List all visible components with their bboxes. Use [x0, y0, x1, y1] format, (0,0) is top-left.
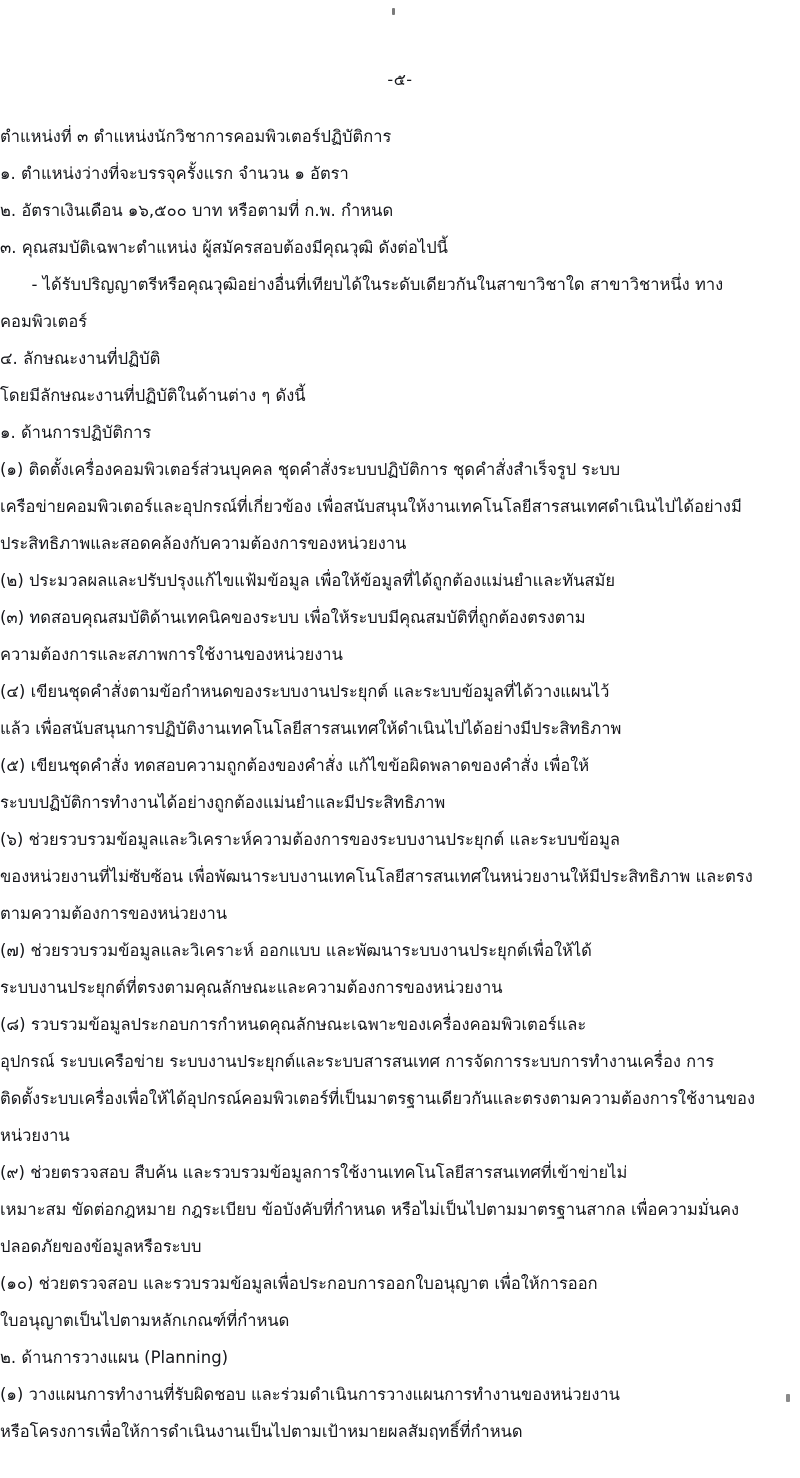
document-line: ของหน่วยงานที่ไม่ซับซ้อน เพื่อพัฒนาระบบงานเทคโนโลยีสารสนเทศในหน่วยงานให้มีประสิทธิภาพ และตรง	[0, 867, 753, 886]
document-line: ติดตั้งระบบเครื่องเพื่อให้ได้อุปกรณ์คอมพิวเตอร์ที่เป็นมาตรฐานเดียวกันและตรงตามความต้องการใช้งานของ	[0, 1089, 756, 1108]
document-line: (๖) ช่วยรวบรวมข้อมูลและวิเคราะห์ความต้องการของระบบงานประยุกต์ และระบบข้อมูล	[0, 830, 620, 849]
document-line: (๑๐) ช่วยตรวจสอบ และรวบรวมข้อมูลเพื่อประกอบการออกใบอนุญาต เพื่อให้การออก	[0, 1274, 598, 1293]
document-line: (๙) ช่วยตรวจสอบ สืบค้น และรวบรวมข้อมูลการใช้งานเทคโนโลยีสารสนเทศที่เข้าข่ายไม่	[0, 1163, 628, 1182]
document-line: ตามความต้องการของหน่วยงาน	[0, 904, 228, 923]
document-line: (๓) ทดสอบคุณสมบัติด้านเทคนิคของระบบ เพื่อให้ระบบมีคุณสมบัติที่ถูกต้องตรงตาม	[0, 608, 586, 627]
document-line: ปลอดภัยของข้อมูลหรือระบบ	[0, 1237, 202, 1256]
document-line: (๕) เขียนชุดคำสั่ง ทดสอบความถูกต้องของคำสั่ง แก้ไขข้อผิดพลาดของคำสั่ง เพื่อให้	[0, 756, 590, 775]
document-body	[0, 118, 800, 1450]
document-line: เครือข่ายคอมพิวเตอร์และอุปกรณ์ที่เกี่ยวข้อง เพื่อสนับสนุนให้งานเทคโนโลยีสารสนเทศดำเนินไปได้อย่างมี	[0, 497, 742, 516]
document-line: (๗) ช่วยรวบรวมข้อมูลและวิเคราะห์ ออกแบบ และพัฒนาระบบงานประยุกต์เพื่อให้ได้	[0, 941, 592, 960]
page-number: -๕-	[387, 70, 413, 89]
document-line: ๒. ด้านการวางแผน (Planning)	[0, 1348, 229, 1367]
document-line: เหมาะสม ขัดต่อกฎหมาย กฎระเบียบ ข้อบังคับที่กำหนด หรือไม่เป็นไปตามมาตรฐานสากล เพื่อความมั่นคง	[0, 1200, 740, 1219]
scan-artifact-top	[392, 8, 395, 15]
document-line: ใบอนุญาตเป็นไปตามหลักเกณฑ์ที่กำหนด	[0, 1311, 290, 1330]
document-line: (๑) วางแผนการทำงานที่รับผิดชอบ และร่วมดำเนินการวางแผนการทำงานของหน่วยงาน	[0, 1385, 620, 1404]
document-line: ๒. อัตราเงินเดือน ๑๖,๕๐๐ บาท หรือตามที่ ก.พ. กำหนด	[0, 201, 394, 220]
document-line: ตำแหน่งที่ ๓ ตำแหน่งนักวิชาการคอมพิวเตอร์ปฏิบัติการ	[0, 127, 392, 146]
document-line: อุปกรณ์ ระบบเครือข่าย ระบบงานประยุกต์และระบบสารสนเทศ การจัดการระบบการทำงานเครื่อง การ	[0, 1052, 715, 1071]
document-line: หรือโครงการเพื่อให้การดำเนินงานเป็นไปตามเป้าหมายผลสัมฤทธิ์ที่กำหนด	[0, 1422, 523, 1441]
document-line: ประสิทธิภาพและสอดคล้องกับความต้องการของหน่วยงาน	[0, 534, 407, 553]
document-line: (๘) รวบรวมข้อมูลประกอบการกำหนดคุณลักษณะเฉพาะของเครื่องคอมพิวเตอร์และ	[0, 1015, 587, 1034]
document-line: - ได้รับปริญญาตรีหรือคุณวุฒิอย่างอื่นที่เทียบได้ในระดับเดียวกันในสาขาวิชาใด สาขาวิชาหนึ่ง ทาง	[0, 275, 724, 294]
document-line: (๒) ประมวลผลและปรับปรุงแก้ไขแฟ้มข้อมูล เพื่อให้ข้อมูลที่ได้ถูกต้องแม่นยำและทันสมัย	[0, 571, 616, 590]
document-line: ๑. ด้านการปฏิบัติการ	[0, 423, 152, 442]
document-line: ความต้องการและสภาพการใช้งานของหน่วยงาน	[0, 645, 343, 664]
document-line: หน่วยงาน	[0, 1126, 70, 1145]
document-line: (๔) เขียนชุดคำสั่งตามข้อกำหนดของระบบงานประยุกต์ และระบบข้อมูลที่ได้วางแผนไว้	[0, 682, 610, 701]
document-line: ระบบงานประยุกต์ที่ตรงตามคุณลักษณะและความต้องการของหน่วยงาน	[0, 978, 503, 997]
document-line: ๓. คุณสมบัติเฉพาะตำแหน่ง ผู้สมัครสอบต้องมีคุณวุฒิ ดังต่อไปนี้	[0, 238, 448, 257]
document-line: (๑) ติดตั้งเครื่องคอมพิวเตอร์ส่วนบุคคล ชุดคำสั่งระบบปฏิบัติการ ชุดคำสั่งสำเร็จรูป ระบบ	[0, 460, 621, 479]
document-line: โดยมีลักษณะงานที่ปฏิบัติในด้านต่าง ๆ ดังนี้	[0, 386, 306, 405]
document-line: คอมพิวเตอร์	[0, 312, 88, 331]
document-line: ๑. ตำแหน่งว่างที่จะบรรจุครั้งแรก จำนวน ๑ อัตรา	[0, 164, 349, 183]
document-line: ระบบปฏิบัติการทำงานได้อย่างถูกต้องแม่นยำและมีประสิทธิภาพ	[0, 793, 446, 812]
document-line: ๔. ลักษณะงานที่ปฏิบัติ	[0, 349, 161, 368]
document-line: แล้ว เพื่อสนับสนุนการปฏิบัติงานเทคโนโลยีสารสนเทศให้ดำเนินไปได้อย่างมีประสิทธิภาพ	[0, 719, 622, 738]
